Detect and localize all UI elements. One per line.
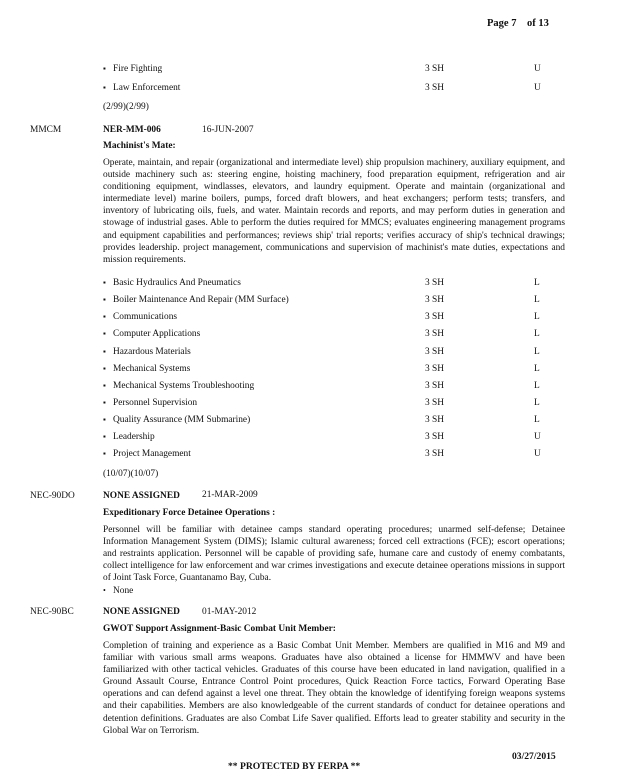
bullet-icon: ▪ — [103, 64, 106, 73]
bullet-icon: ▪ — [103, 415, 106, 424]
page-label: Page 7 — [487, 18, 517, 29]
list-item-label: None — [113, 586, 134, 596]
course-level: L — [534, 347, 540, 357]
entry-title: Expeditionary Force Detainee Operations : — [103, 508, 276, 518]
course-level: L — [534, 329, 540, 339]
entry-description: Personnel will be familiar with detainee camps standard operating procedures; unarmed self-defense; Detainee Information Management System (DIMS); Islamic cultural awareness; forced cell extractions (FCE); escort operations; and restraints application. Personnel will be capable of providing safe, humane care and custody of enemy combatants, collect intelligence for law enforcement and war crimes investigations and execute detainee operations missions in support of Joint Task Force, Guantanamo Bay, Cuba. — [103, 525, 565, 584]
course-name: Leadership — [113, 432, 155, 442]
course-hours: 3 SH — [425, 278, 445, 288]
course-hours: 3 SH — [425, 398, 445, 408]
course-hours: 3 SH — [425, 83, 445, 93]
entry-date: 16-JUN-2007 — [202, 125, 254, 135]
course-row — [103, 364, 573, 376]
course-row — [103, 295, 573, 307]
entry-date: 21-MAR-2009 — [202, 490, 258, 500]
ferpa-notice: ** PROTECTED BY FERPA ** — [228, 761, 361, 772]
course-name: Basic Hydraulics And Pneumatics — [113, 278, 241, 288]
course-hours: 3 SH — [425, 364, 445, 374]
bullet-icon: ▪ — [103, 381, 106, 390]
course-level: U — [534, 64, 541, 74]
bullet-icon: ▪ — [103, 329, 106, 338]
course-name: Personnel Supervision — [113, 398, 198, 408]
course-level: U — [534, 449, 541, 459]
course-level: L — [534, 364, 540, 374]
ner-code: NONE ASSIGNED — [103, 491, 180, 501]
course-row — [103, 381, 573, 393]
entry-code: NEC-90BC — [30, 607, 74, 617]
course-hours: 3 SH — [425, 381, 445, 391]
course-row — [103, 312, 573, 324]
entry-description: Operate, maintain, and repair (organizational and intermediate level) ship propulsion machinery, auxiliary equipment, and outside machinery such as: steering engine, hoisting machinery, food preparation equipment, refrigeration and air conditioning equipment, windlasses, elevators, and laundry equipment. Operate and maintain (organizational and intermediate level) marine boilers, pumps, forced draft blowers, and heat exchangers; perform tests; transfers, and inventory of lubricating oils, fuels, and water. Maintain records and reports, and may perform duties in generation and stowage of industrial gases. Able to perform the duties required for MMCS; evaluates engineering management programs and equipment capabilities and performances; reviews ship' trial reports; verifies accuracy of ship's technical drawings; provides leadership. project management, communications and supervision of machinist's mate duties, expectations and mission requirements. — [103, 158, 565, 265]
list-item — [103, 586, 573, 598]
bullet-icon: ▪ — [103, 398, 106, 407]
course-hours: 3 SH — [425, 347, 445, 357]
course-row — [103, 329, 573, 341]
course-row — [103, 83, 573, 95]
course-name: Quality Assurance (MM Submarine) — [113, 415, 251, 425]
course-level: L — [534, 295, 540, 305]
course-name: Mechanical Systems Troubleshooting — [113, 381, 255, 391]
course-hours: 3 SH — [425, 415, 445, 425]
course-name: Project Management — [113, 449, 191, 459]
bullet-icon: ▪ — [103, 364, 106, 373]
bullet-icon: • — [103, 586, 106, 595]
bullet-icon: ▪ — [103, 312, 106, 321]
course-level: L — [534, 381, 540, 391]
page-number — [487, 18, 549, 29]
entry-title: GWOT Support Assignment-Basic Combat Unit Member: — [103, 624, 336, 634]
entry-title: Machinist's Mate: — [103, 141, 176, 151]
date-range: (10/07)(10/07) — [103, 469, 159, 479]
ner-code: NONE ASSIGNED — [103, 607, 180, 617]
entry-date: 01-MAY-2012 — [202, 607, 257, 617]
date-range: (2/99)(2/99) — [103, 102, 149, 112]
course-row — [103, 432, 573, 444]
course-row — [103, 449, 573, 461]
course-name: Hazardous Materials — [113, 347, 191, 357]
course-hours: 3 SH — [425, 64, 445, 74]
course-level: L — [534, 278, 540, 288]
entry-description: Completion of training and experience as a Basic Combat Unit Member. Members are qualified in M16 and M9 and familiar with various small arms weapons. Graduates have also obtained a license for HMMWV and have been familiarized with other tactical vehicles. Graduates of this course have been educated in land navigation, qualified in a Ground Assault Course, Entrance Control Point procedures, Quick Reaction Force tactics, Forward Operating Base operations and can defend against a level one threat. They obtain the knowledge of identifying foreign weapons systems and their capabilities. Members are also knowledgeable of the current standards of conduct for detainee operations and detention definitions. Graduates are also Combat Life Saver qualified. Efforts lead to greater stability and security in the Global War on Terrorism. — [103, 641, 565, 736]
course-level: U — [534, 83, 541, 93]
course-name: Computer Applications — [113, 329, 201, 339]
course-row — [103, 398, 573, 410]
course-name: Law Enforcement — [113, 83, 181, 93]
course-row — [103, 278, 573, 290]
course-hours: 3 SH — [425, 432, 445, 442]
course-level: L — [534, 312, 540, 322]
course-hours: 3 SH — [425, 329, 445, 339]
course-level: U — [534, 432, 541, 442]
course-row — [103, 64, 573, 76]
footer-date: 03/27/2015 — [512, 751, 556, 762]
course-hours: 3 SH — [425, 312, 445, 322]
bullet-icon: ▪ — [103, 83, 106, 92]
bullet-icon: ▪ — [103, 278, 106, 287]
course-name: Boiler Maintenance And Repair (MM Surface) — [113, 295, 289, 305]
bullet-icon: ▪ — [103, 347, 106, 356]
course-level: L — [534, 415, 540, 425]
course-level: L — [534, 398, 540, 408]
bullet-icon: ▪ — [103, 449, 106, 458]
course-name: Fire Fighting — [113, 64, 163, 74]
course-row — [103, 415, 573, 427]
course-hours: 3 SH — [425, 449, 445, 459]
page-of-label: of 13 — [526, 18, 549, 29]
course-name: Mechanical Systems — [113, 364, 191, 374]
course-name: Communications — [113, 312, 178, 322]
course-row — [103, 347, 573, 359]
course-hours: 3 SH — [425, 295, 445, 305]
ner-code: NER-MM-006 — [103, 125, 161, 135]
entry-code: MMCM — [30, 125, 62, 135]
bullet-icon: ▪ — [103, 295, 106, 304]
entry-code: NEC-90DO — [30, 491, 75, 501]
bullet-icon: ▪ — [103, 432, 106, 441]
